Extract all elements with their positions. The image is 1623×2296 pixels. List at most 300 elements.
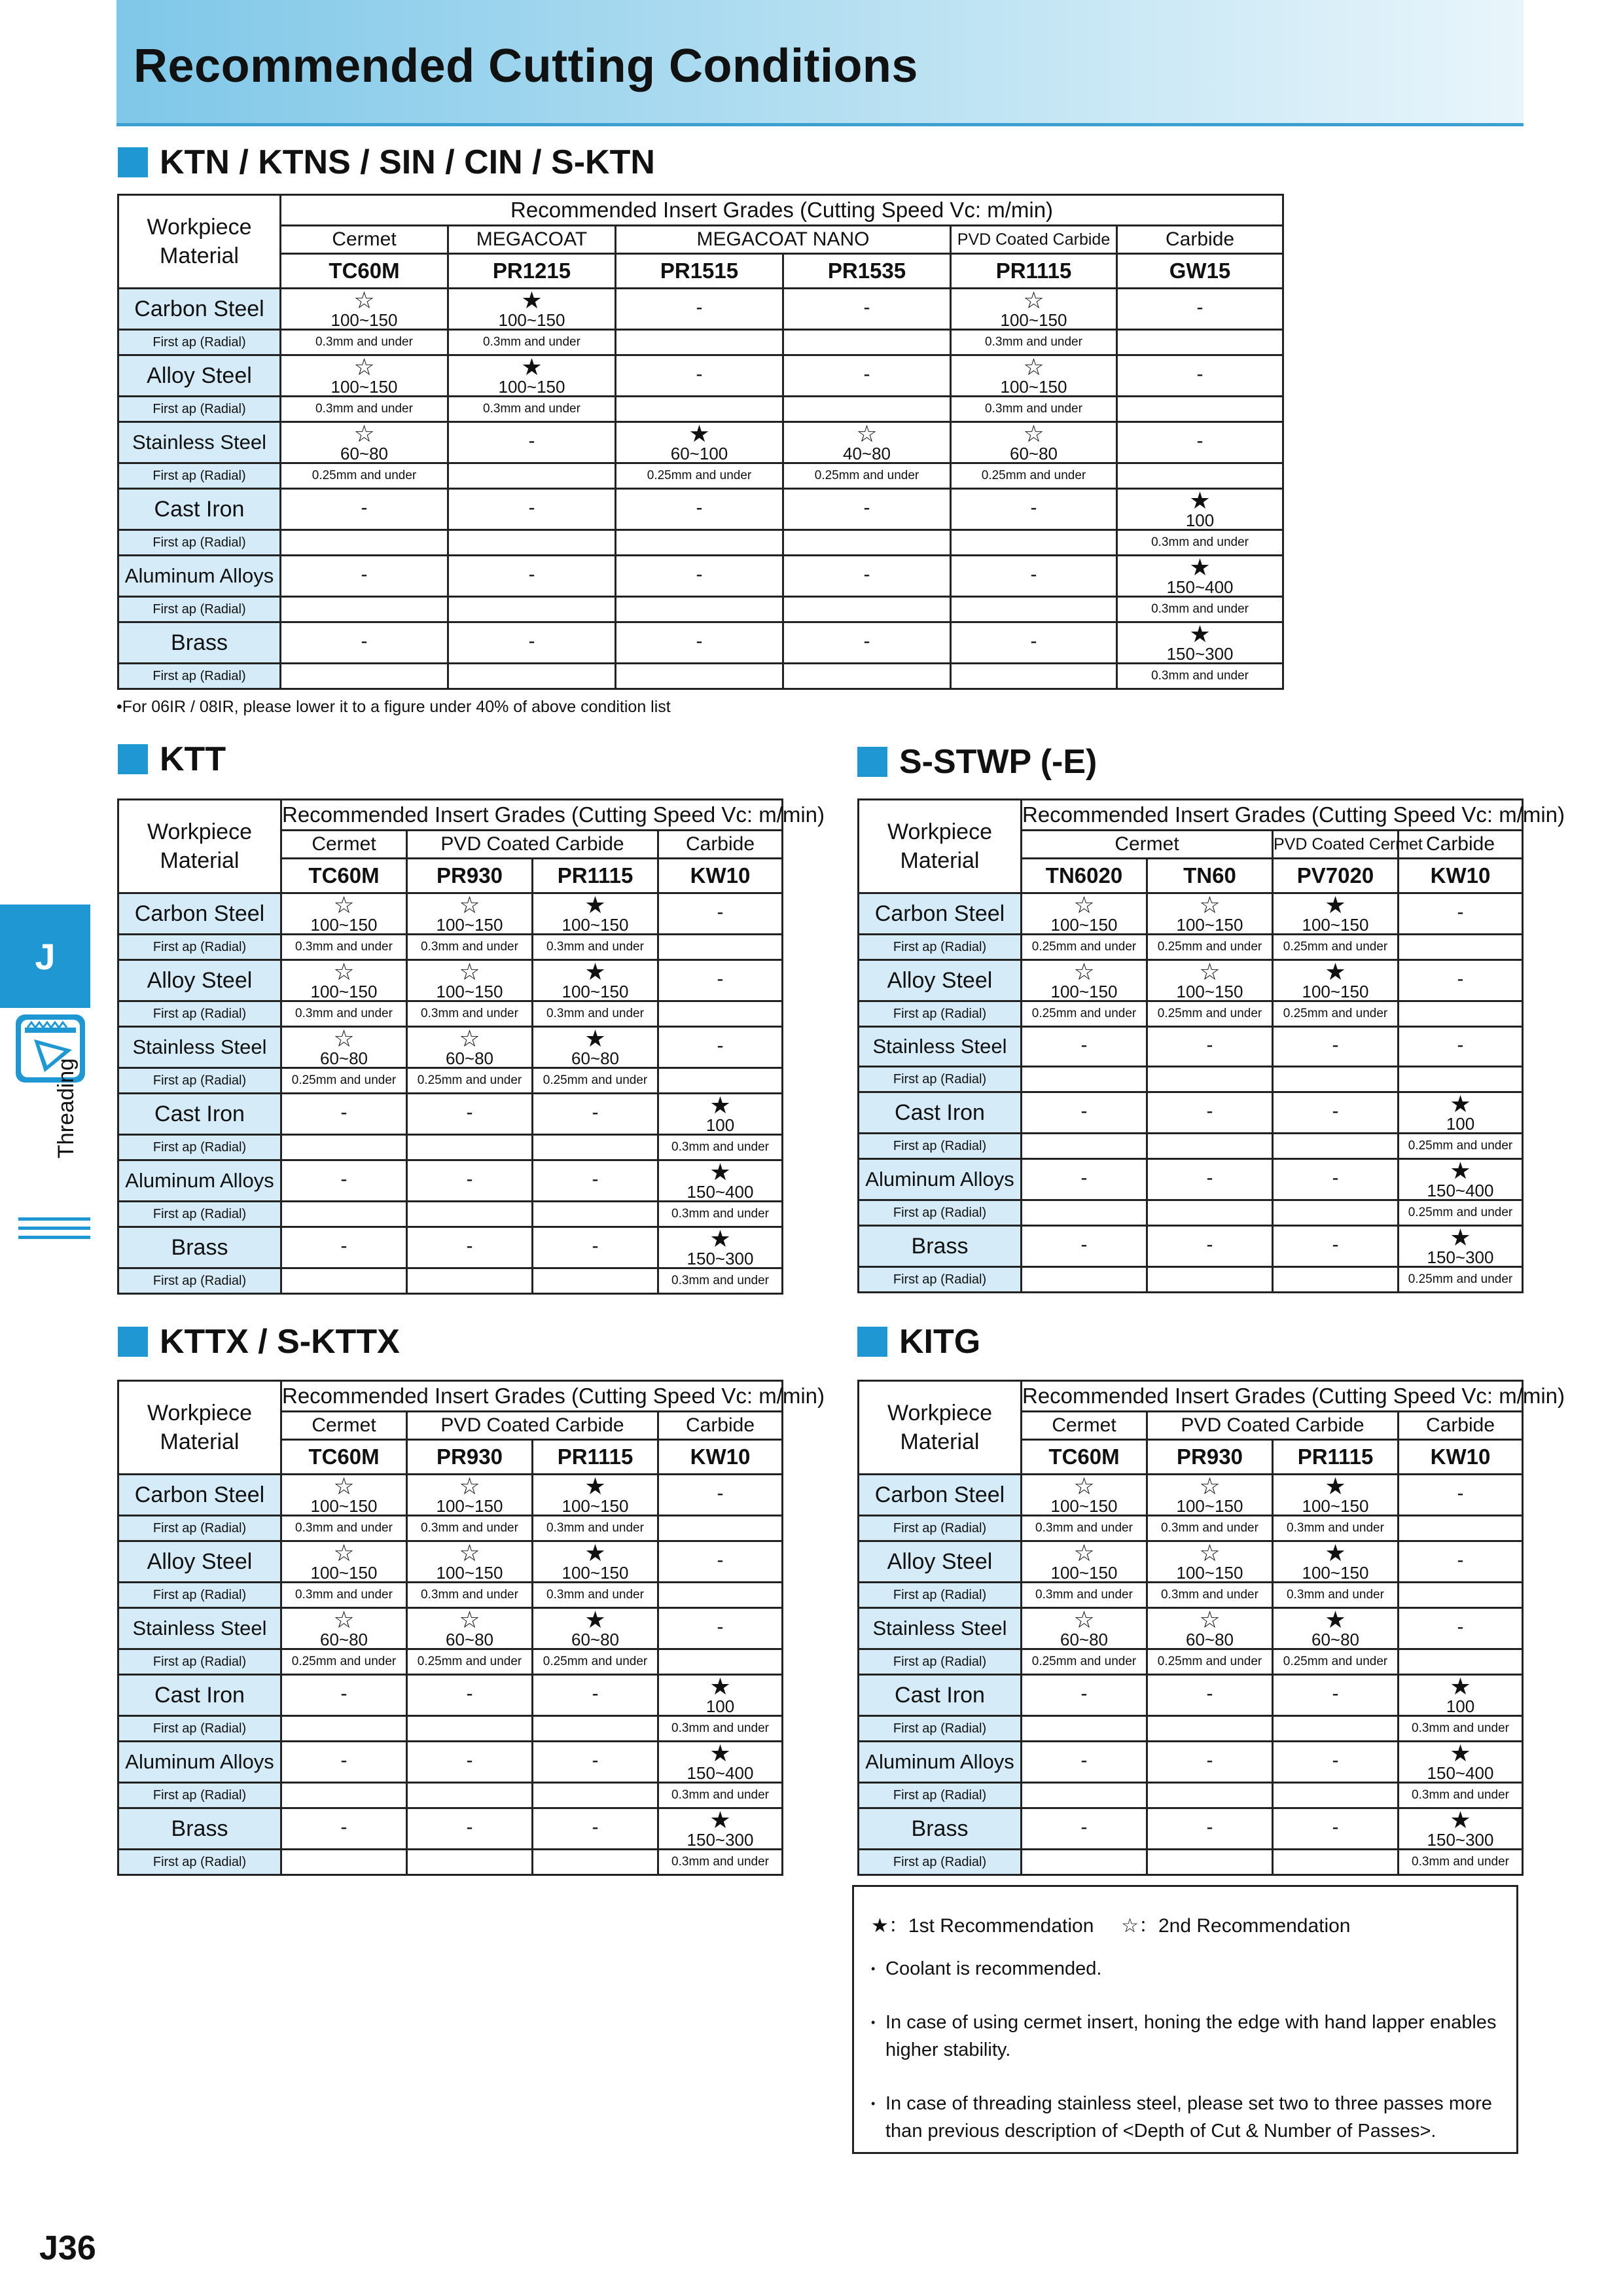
first-ap-label: First ap (Radial) (118, 1783, 281, 1808)
first-ap-label: First ap (Radial) (859, 1649, 1022, 1675)
speed-cell (281, 489, 448, 530)
first-ap-label: First ap (Radial) (118, 1649, 281, 1675)
not-applicable: - (1332, 1167, 1339, 1189)
first-ap-label: First ap (Radial) (118, 397, 281, 422)
star-filled-icon: ★ (1450, 1673, 1471, 1700)
cutting-speed: 100~150 (1302, 915, 1369, 935)
depth-cell: 0.3mm and under (1022, 1516, 1147, 1541)
speed-cell (533, 1608, 658, 1649)
star-filled-icon: ★ (709, 1740, 731, 1767)
speed-cell (1147, 1541, 1273, 1583)
first-ap-label: First ap (Radial) (118, 1716, 281, 1742)
cutting-speed: 60~80 (445, 1630, 494, 1649)
depth-cell (1399, 1516, 1523, 1541)
depth-cell: 0.3mm and under (1117, 664, 1283, 689)
cutting-speed: 100~150 (1176, 1563, 1243, 1583)
not-applicable: - (528, 430, 535, 452)
material-label: Alloy Steel (859, 960, 1022, 1001)
first-ap-label: First ap (Radial) (118, 1268, 281, 1294)
grade-code: KW10 (658, 1440, 783, 1475)
not-applicable: - (592, 1683, 599, 1704)
speed-cell (1273, 893, 1399, 935)
not-applicable: - (1457, 1034, 1464, 1056)
speed-cell (533, 1475, 658, 1516)
depth-cell: 0.3mm and under (658, 1135, 783, 1160)
depth-cell: 0.25mm and under (1399, 1200, 1523, 1226)
star-outline-icon: ☆ (459, 891, 480, 918)
not-applicable: - (1030, 497, 1037, 518)
depth-cell (281, 1268, 407, 1294)
depth-cell (407, 1135, 533, 1160)
star-outline-icon: ☆ (333, 1606, 355, 1633)
speed-cell (616, 422, 783, 463)
speed-cell (658, 1742, 783, 1783)
cutting-table-ktn (117, 194, 1284, 690)
speed-cell (407, 1675, 533, 1716)
section-square-icon (118, 1327, 148, 1357)
star-outline-icon: ☆ (1073, 1473, 1095, 1499)
speed-cell (1147, 960, 1273, 1001)
speed-cell (1022, 1742, 1147, 1783)
depth-cell: 0.3mm and under (1399, 1850, 1523, 1875)
speed-cell (658, 960, 783, 1001)
star-filled-icon: ★ (709, 1673, 731, 1700)
not-applicable: - (1080, 1749, 1088, 1771)
side-tab-j[interactable]: J (0, 905, 90, 1008)
depth-cell: 0.25mm and under (616, 463, 783, 489)
not-applicable: - (1332, 1816, 1339, 1838)
depth-cell (533, 1716, 658, 1742)
speed-cell (281, 1160, 407, 1202)
depth-cell (1399, 1067, 1523, 1092)
depth-cell: 0.25mm and under (1273, 1649, 1399, 1675)
star-outline-icon: ☆ (1199, 891, 1221, 918)
not-applicable: - (528, 497, 535, 518)
depth-cell (1022, 1783, 1147, 1808)
depth-cell (448, 463, 616, 489)
cutting-speed: 100~150 (436, 982, 503, 1001)
first-ap-label: First ap (Radial) (118, 664, 281, 689)
not-applicable: - (696, 296, 703, 318)
star-filled-icon: ★ (521, 353, 543, 380)
depth-cell (616, 330, 783, 355)
star-filled-icon: ★ (1450, 1740, 1471, 1767)
material-label: Carbon Steel (118, 893, 281, 935)
material-label: Carbon Steel (859, 1475, 1022, 1516)
grade-group: PVD Coated Carbide (1147, 1412, 1399, 1440)
star-outline-icon: ☆ (1073, 1539, 1095, 1566)
not-applicable: - (1332, 1034, 1339, 1056)
side-tab-label: Threading (54, 1058, 79, 1158)
section-title-ktn: KTN / KTNS / SIN / CIN / S-KTN (118, 143, 655, 182)
speed-cell (1399, 1092, 1523, 1134)
depth-cell (1147, 1200, 1273, 1226)
not-applicable: - (592, 1168, 599, 1190)
star-filled-icon: ★ (521, 287, 543, 314)
cutting-speed: 60~80 (319, 1049, 368, 1068)
not-applicable: - (717, 1616, 724, 1638)
depth-cell (1273, 1716, 1399, 1742)
cutting-speed: 100~150 (436, 915, 503, 935)
cutting-speed: 100~150 (310, 982, 378, 1001)
first-ap-label: First ap (Radial) (859, 1783, 1022, 1808)
page-number: J36 (39, 2229, 96, 2267)
speed-cell (1147, 1475, 1273, 1516)
grade-group: PVD Coated Carbide (407, 1412, 658, 1440)
not-applicable: - (696, 564, 703, 585)
material-label: Stainless Steel (859, 1027, 1022, 1067)
depth-cell (658, 1649, 783, 1675)
cutting-speed: 100~150 (498, 377, 565, 397)
depth-cell (1022, 1850, 1147, 1875)
depth-cell: 0.3mm and under (281, 330, 448, 355)
depth-cell (1273, 1134, 1399, 1159)
not-applicable: - (528, 564, 535, 585)
speed-cell (1147, 1742, 1273, 1783)
not-applicable: - (340, 1235, 348, 1257)
first-ap-label: First ap (Radial) (118, 530, 281, 556)
speed-cell (1273, 1608, 1399, 1649)
grade-group: PVD Coated Cermet (1273, 831, 1399, 859)
depth-cell (281, 530, 448, 556)
grades-header: Recommended Insert Grades (Cutting Speed Vc: m/min) (1022, 800, 1523, 831)
depth-cell: 0.25mm and under (1022, 1649, 1147, 1675)
speed-cell (1147, 1226, 1273, 1267)
star-outline-icon: ☆ (333, 1473, 355, 1499)
cutting-speed: 100~150 (1302, 1496, 1369, 1516)
first-ap-label: First ap (Radial) (859, 1716, 1022, 1742)
not-applicable: - (1332, 1683, 1339, 1704)
depth-cell (1147, 1134, 1273, 1159)
depth-cell (533, 1850, 658, 1875)
first-ap-label: First ap (Radial) (859, 1516, 1022, 1541)
speed-cell (281, 1742, 407, 1783)
not-applicable: - (696, 363, 703, 385)
material-label: Alloy Steel (118, 960, 281, 1001)
depth-cell: 0.3mm and under (281, 935, 407, 960)
speed-cell (533, 893, 658, 935)
speed-cell (658, 1608, 783, 1649)
depth-cell (658, 1001, 783, 1027)
not-applicable: - (466, 1683, 473, 1704)
section-square-icon (857, 1327, 887, 1357)
speed-cell (951, 556, 1117, 597)
speed-cell (1147, 1675, 1273, 1716)
depth-cell (616, 397, 783, 422)
star-outline-icon: ☆ (1073, 958, 1095, 985)
depth-cell (281, 1716, 407, 1742)
cutting-speed: 100 (1446, 1114, 1475, 1134)
depth-cell: 0.25mm and under (1022, 1001, 1147, 1027)
depth-cell (1273, 1067, 1399, 1092)
cutting-speed: 100 (1446, 1696, 1475, 1716)
speed-cell (448, 556, 616, 597)
depth-cell: 0.3mm and under (407, 1516, 533, 1541)
not-applicable: - (863, 564, 870, 585)
depth-cell (951, 597, 1117, 622)
note-bullet: • Coolant is recommended. (871, 1958, 1102, 1979)
speed-cell (1147, 1159, 1273, 1200)
grade-code: PR1535 (783, 254, 951, 289)
speed-cell (281, 1808, 407, 1850)
cutting-table-ktt (117, 798, 825, 1295)
grades-header: Recommended Insert Grades (Cutting Speed Vc: m/min) (281, 195, 1283, 226)
star-outline-icon: ☆ (333, 1539, 355, 1566)
star-filled-icon: ★ (1325, 891, 1346, 918)
depth-cell (658, 1516, 783, 1541)
speed-cell (658, 1475, 783, 1516)
speed-cell (407, 1808, 533, 1850)
speed-cell (1117, 289, 1283, 330)
depth-cell: 0.3mm and under (658, 1850, 783, 1875)
star-filled-icon: ★ (1189, 487, 1211, 514)
speed-cell (658, 893, 783, 935)
speed-cell (407, 960, 533, 1001)
material-label: Cast Iron (118, 1094, 281, 1135)
grade-code: PR1515 (616, 254, 783, 289)
speed-cell (1117, 622, 1283, 664)
star-outline-icon: ☆ (1073, 891, 1095, 918)
cutting-speed: 100~150 (1050, 915, 1118, 935)
depth-cell (281, 1135, 407, 1160)
speed-cell (1399, 1475, 1523, 1516)
not-applicable: - (863, 497, 870, 518)
speed-cell (281, 1675, 407, 1716)
speed-cell (1022, 1608, 1147, 1649)
grade-code: KW10 (1399, 859, 1523, 893)
not-applicable: - (863, 363, 870, 385)
speed-cell (1273, 1675, 1399, 1716)
speed-cell (1273, 960, 1399, 1001)
workpiece-material-header: Workpiece Material (859, 800, 1022, 893)
depth-cell (783, 330, 951, 355)
depth-cell (407, 1202, 533, 1227)
cutting-speed: 150~400 (1427, 1181, 1494, 1200)
speed-cell (783, 622, 951, 664)
first-ap-label: First ap (Radial) (859, 1067, 1022, 1092)
speed-cell (1399, 1541, 1523, 1583)
not-applicable: - (863, 630, 870, 652)
depth-cell: 0.25mm and under (1399, 1134, 1523, 1159)
speed-cell (281, 622, 448, 664)
speed-cell (783, 289, 951, 330)
star-outline-icon: ☆ (459, 1539, 480, 1566)
grade-group: Carbide (1399, 831, 1523, 859)
first-ap-label: First ap (Radial) (118, 1135, 281, 1160)
not-applicable: - (1457, 1616, 1464, 1638)
not-applicable: - (340, 1816, 348, 1838)
not-applicable: - (528, 630, 535, 652)
workpiece-material-header: Workpiece Material (118, 800, 281, 893)
speed-cell (281, 1608, 407, 1649)
grade-code: PR930 (407, 859, 533, 893)
cutting-speed: 100~150 (1050, 1563, 1118, 1583)
material-label: Aluminum Alloys (118, 1160, 281, 1202)
speed-cell (407, 893, 533, 935)
material-label: Brass (118, 622, 281, 664)
depth-cell: 0.25mm and under (407, 1649, 533, 1675)
depth-cell: 0.25mm and under (533, 1068, 658, 1094)
cutting-speed: 100~150 (310, 1496, 378, 1516)
depth-cell: 0.3mm and under (1399, 1783, 1523, 1808)
speed-cell (281, 289, 448, 330)
material-label: Stainless Steel (118, 422, 281, 463)
speed-cell (281, 355, 448, 397)
material-label: Aluminum Alloys (118, 1742, 281, 1783)
speed-cell (658, 1227, 783, 1268)
speed-cell (1399, 1608, 1523, 1649)
star-filled-icon: ★ (1325, 1606, 1346, 1633)
star-filled-icon: ★ (584, 1606, 606, 1633)
depth-cell (783, 397, 951, 422)
not-applicable: - (592, 1102, 599, 1123)
depth-cell: 0.25mm and under (281, 463, 448, 489)
star-outline-icon: ☆ (333, 1025, 355, 1052)
speed-cell (533, 1160, 658, 1202)
depth-cell: 0.3mm and under (1147, 1583, 1273, 1608)
not-applicable: - (340, 1683, 348, 1704)
star-filled-icon: ★ (1189, 554, 1211, 581)
speed-cell (533, 960, 658, 1001)
not-applicable: - (696, 497, 703, 518)
page-title: Recommended Cutting Conditions (134, 40, 918, 92)
star-filled-icon: ★ (688, 420, 710, 447)
first-ap-label: First ap (Radial) (118, 463, 281, 489)
not-applicable: - (361, 497, 368, 518)
speed-cell (281, 1541, 407, 1583)
depth-cell: 0.3mm and under (533, 1001, 658, 1027)
speed-cell (1147, 1808, 1273, 1850)
not-applicable: - (717, 1035, 724, 1056)
speed-cell (1273, 1808, 1399, 1850)
grade-group: Carbide (658, 1412, 783, 1440)
depth-cell: 0.3mm and under (658, 1716, 783, 1742)
depth-cell: 0.25mm and under (1022, 935, 1147, 960)
cutting-speed: 100~150 (1176, 915, 1243, 935)
star-outline-icon: ☆ (1199, 1606, 1221, 1633)
section-square-icon (118, 744, 148, 774)
cutting-speed: 100~150 (1050, 1496, 1118, 1516)
cutting-speed: 150~400 (1166, 577, 1234, 597)
grade-group: MEGACOAT (448, 226, 616, 254)
speed-cell (1399, 1675, 1523, 1716)
first-ap-label: First ap (Radial) (859, 1134, 1022, 1159)
cutting-speed: 100 (705, 1696, 735, 1716)
star-outline-icon: ☆ (333, 958, 355, 985)
grade-code: TN6020 (1022, 859, 1147, 893)
speed-cell (281, 1227, 407, 1268)
cutting-speed: 60~80 (571, 1630, 620, 1649)
grades-header: Recommended Insert Grades (Cutting Speed Vc: m/min) (1022, 1381, 1523, 1412)
not-applicable: - (592, 1235, 599, 1257)
speed-cell (533, 1094, 658, 1135)
not-applicable: - (1196, 296, 1204, 318)
star-filled-icon: ★ (584, 1473, 606, 1499)
first-ap-label: First ap (Radial) (118, 1001, 281, 1027)
depth-cell (407, 1268, 533, 1294)
speed-cell (616, 355, 783, 397)
first-ap-label: First ap (Radial) (118, 330, 281, 355)
depth-cell: 0.25mm and under (1273, 1001, 1399, 1027)
not-applicable: - (1332, 1100, 1339, 1122)
speed-cell (1399, 1808, 1523, 1850)
star-outline-icon: ☆ (1121, 1915, 1139, 1937)
speed-cell (783, 355, 951, 397)
depth-cell: 0.3mm and under (658, 1202, 783, 1227)
grade-group: Cermet (281, 831, 407, 859)
section-title-kitg: KITG (857, 1322, 980, 1361)
depth-cell: 0.25mm and under (1147, 1649, 1273, 1675)
star-outline-icon: ☆ (1073, 1606, 1095, 1633)
depth-cell (407, 1850, 533, 1875)
not-applicable: - (1080, 1683, 1088, 1704)
legend-first: ：1st Recommendation (888, 1915, 1094, 1937)
first-ap-label: First ap (Radial) (859, 1001, 1022, 1027)
cutting-speed: 150~300 (1427, 1830, 1494, 1850)
depth-cell: 0.3mm and under (658, 1268, 783, 1294)
depth-cell: 0.25mm and under (281, 1068, 407, 1094)
depth-cell: 0.25mm and under (1147, 935, 1273, 960)
note-bullet: • In case of using cermet insert, honing the edge with hand lapper enables higher stability. (871, 2012, 1497, 2060)
table-footnote: •For 06IR / 08IR, please lower it to a figure under 40% of above condition list (116, 698, 671, 716)
speed-cell (533, 1027, 658, 1068)
speed-cell (1022, 960, 1147, 1001)
speed-cell (1399, 1027, 1523, 1067)
depth-cell (1022, 1716, 1147, 1742)
cutting-speed: 60~80 (445, 1049, 494, 1068)
speed-cell (448, 289, 616, 330)
workpiece-material-header: Workpiece Material (118, 1381, 281, 1475)
star-outline-icon: ☆ (353, 353, 375, 380)
side-tab-lines (18, 1217, 90, 1245)
star-filled-icon: ★ (584, 1025, 606, 1052)
depth-cell (616, 664, 783, 689)
speed-cell (1022, 1541, 1147, 1583)
depth-cell (1399, 1649, 1523, 1675)
material-label: Carbon Steel (118, 289, 281, 330)
star-filled-icon: ★ (1450, 1806, 1471, 1833)
material-label: Cast Iron (859, 1675, 1022, 1716)
speed-cell (1273, 1541, 1399, 1583)
material-label: Brass (859, 1808, 1022, 1850)
star-outline-icon: ☆ (1023, 287, 1044, 314)
not-applicable: - (1206, 1749, 1213, 1771)
depth-cell: 0.3mm and under (1022, 1583, 1147, 1608)
depth-cell (281, 664, 448, 689)
not-applicable: - (1206, 1100, 1213, 1122)
not-applicable: - (863, 296, 870, 318)
cutting-speed: 60~80 (1311, 1630, 1360, 1649)
legend-second: ：2nd Recommendation (1138, 1915, 1351, 1937)
speed-cell (951, 622, 1117, 664)
star-filled-icon: ★ (1450, 1224, 1471, 1251)
first-ap-label: First ap (Radial) (118, 1068, 281, 1094)
grade-group: Carbide (1399, 1412, 1523, 1440)
speed-cell (616, 489, 783, 530)
depth-cell (1022, 1267, 1147, 1293)
speed-cell (281, 422, 448, 463)
not-applicable: - (1196, 363, 1204, 385)
speed-cell (407, 1608, 533, 1649)
speed-cell (533, 1742, 658, 1783)
speed-cell (533, 1227, 658, 1268)
depth-cell (1399, 1001, 1523, 1027)
first-ap-label: First ap (Radial) (118, 1583, 281, 1608)
star-filled-icon: ★ (1189, 620, 1211, 647)
speed-cell (448, 489, 616, 530)
cutting-speed: 150~400 (687, 1763, 754, 1783)
cutting-speed: 100~150 (1000, 377, 1067, 397)
